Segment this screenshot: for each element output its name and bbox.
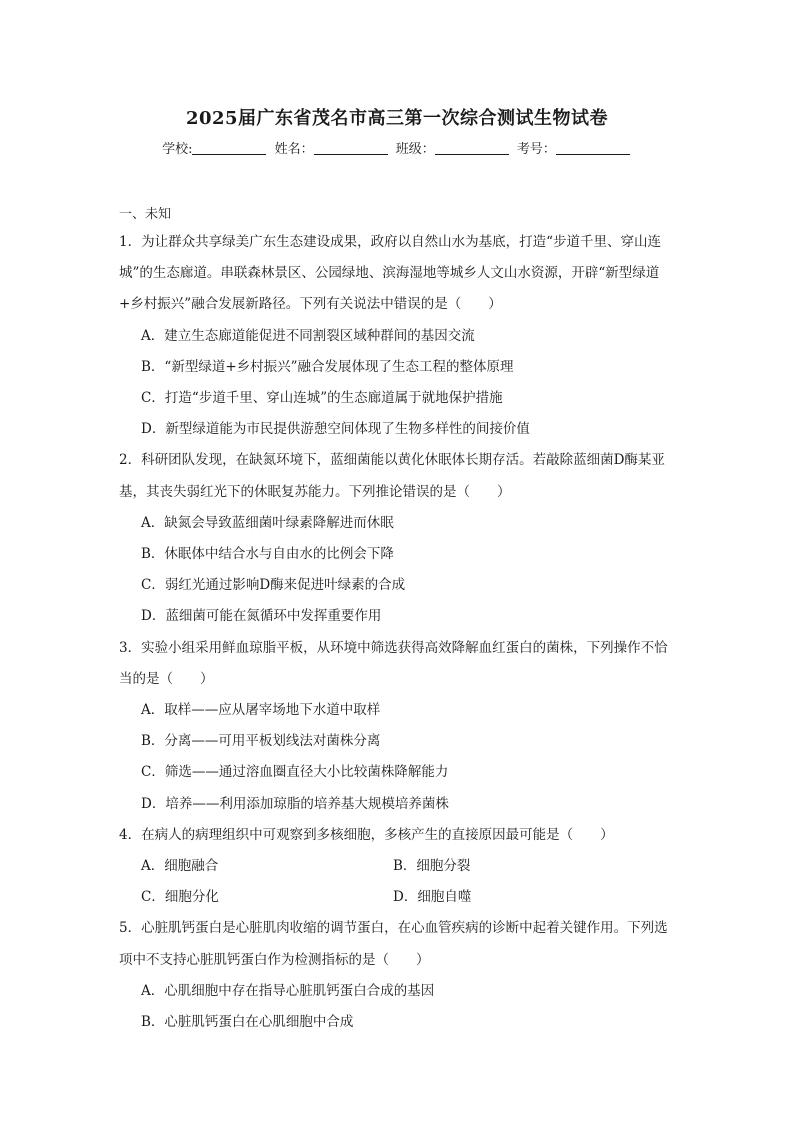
option-a: A．心肌细胞中存在指导心脏肌钙蛋白合成的基因: [141, 982, 435, 999]
option-a: A．细胞融合: [141, 858, 219, 875]
school-field: [162, 138, 268, 157]
question-stem: 5．心脏肌钙蛋白是心脏肌肉收缩的调节蛋白，在心血管疾病的诊断中起着关键作用。下列选项中不支持心脏肌钙蛋白作为检测指标的是（ ）: [119, 920, 668, 968]
questions-list: [119, 227, 679, 1038]
option-d: D．新型绿道能为市民提供游憩空间体现了生物多样性的间接价值: [141, 421, 530, 438]
question-stem: 3．实验小组采用鲜血琼脂平板，从环境中筛选获得高效降解血红蛋白的菌株，下列操作不恰当的是（ ）: [119, 639, 668, 687]
question-3: [119, 633, 679, 820]
student-info-line: [0, 138, 794, 157]
question-stem: 4．在病人的病理组织中可观察到多核细胞，多核产生的直接原因最可能是（ ）: [119, 826, 614, 843]
number-label: 考号：: [516, 142, 556, 157]
number-blank[interactable]: [556, 140, 630, 155]
option-b: B．心脏肌钙蛋白在心肌细胞中合成: [141, 1014, 354, 1031]
question-1: [119, 227, 679, 445]
question-2: [119, 445, 679, 632]
option-a: A．缺氮会导致蓝细菌叶绿素降解进而休眠: [141, 514, 394, 531]
option-b: B．细胞分裂: [393, 858, 471, 875]
option-row: [119, 851, 679, 882]
question-stem: 1．为让群众共享绿美广东生态建设成果，政府以自然山水为基底，打造“步道千里、穿山连城”的生态廊道。串联森林景区、公园绿地、滨海湿地等城乡人文山水资源，开辟“新型绿道+乡村振兴”融合发展新路径。下列有关说法中错误的是（ ）: [119, 234, 661, 313]
option-a: A．取样——应从屠宰场地下水道中取样: [141, 702, 381, 719]
option-c: C．细胞分化: [141, 889, 219, 906]
option-b: B．休眠体中结合水与自由水的比例会下降: [141, 546, 394, 563]
name-label: 姓名：: [274, 142, 314, 157]
option-row: [119, 882, 679, 913]
number-field: [517, 138, 632, 157]
option-b: B．“新型绿道+乡村振兴”融合发展体现了生态工程的整体原理: [141, 358, 514, 375]
option-d: D．培养——利用添加琼脂的培养基大规模培养菌株: [141, 795, 449, 812]
option-d: D．蓝细菌可能在氮循环中发挥重要作用: [141, 608, 382, 625]
class-field: [396, 138, 511, 157]
section-title: 一、未知: [119, 207, 172, 222]
name-field: [275, 138, 390, 157]
school-blank[interactable]: [192, 140, 266, 155]
option-a: A．建立生态廊道能促进不同割裂区域种群间的基因交流: [141, 327, 475, 344]
option-c: C．打造“步道千里、穿山连城”的生态廊道属于就地保护措施: [141, 390, 503, 407]
question-4: [119, 820, 679, 914]
option-d: D．细胞自噬: [393, 889, 472, 906]
option-c: C．弱红光通过影响D酶来促进叶绿素的合成: [141, 577, 406, 594]
school-label: 学校:: [162, 142, 193, 157]
class-label: 班级：: [395, 142, 435, 157]
question-5: [119, 913, 679, 1038]
option-c: C．筛选——通过溶血圈直径大小比较菌株降解能力: [141, 764, 449, 781]
option-b: B．分离——可用平板划线法对菌株分离: [141, 733, 381, 750]
name-blank[interactable]: [314, 140, 388, 155]
exam-title: 2025届广东省茂名市高三第一次综合测试生物试卷: [185, 108, 609, 129]
question-stem: 2．科研团队发现，在缺氮环境下，蓝细菌能以黄化休眠体长期存活。若敲除蓝细菌D酶某亚基，其丧失弱红光下的休眠复苏能力。下列推论错误的是（ ）: [119, 452, 665, 500]
class-blank[interactable]: [435, 140, 509, 155]
